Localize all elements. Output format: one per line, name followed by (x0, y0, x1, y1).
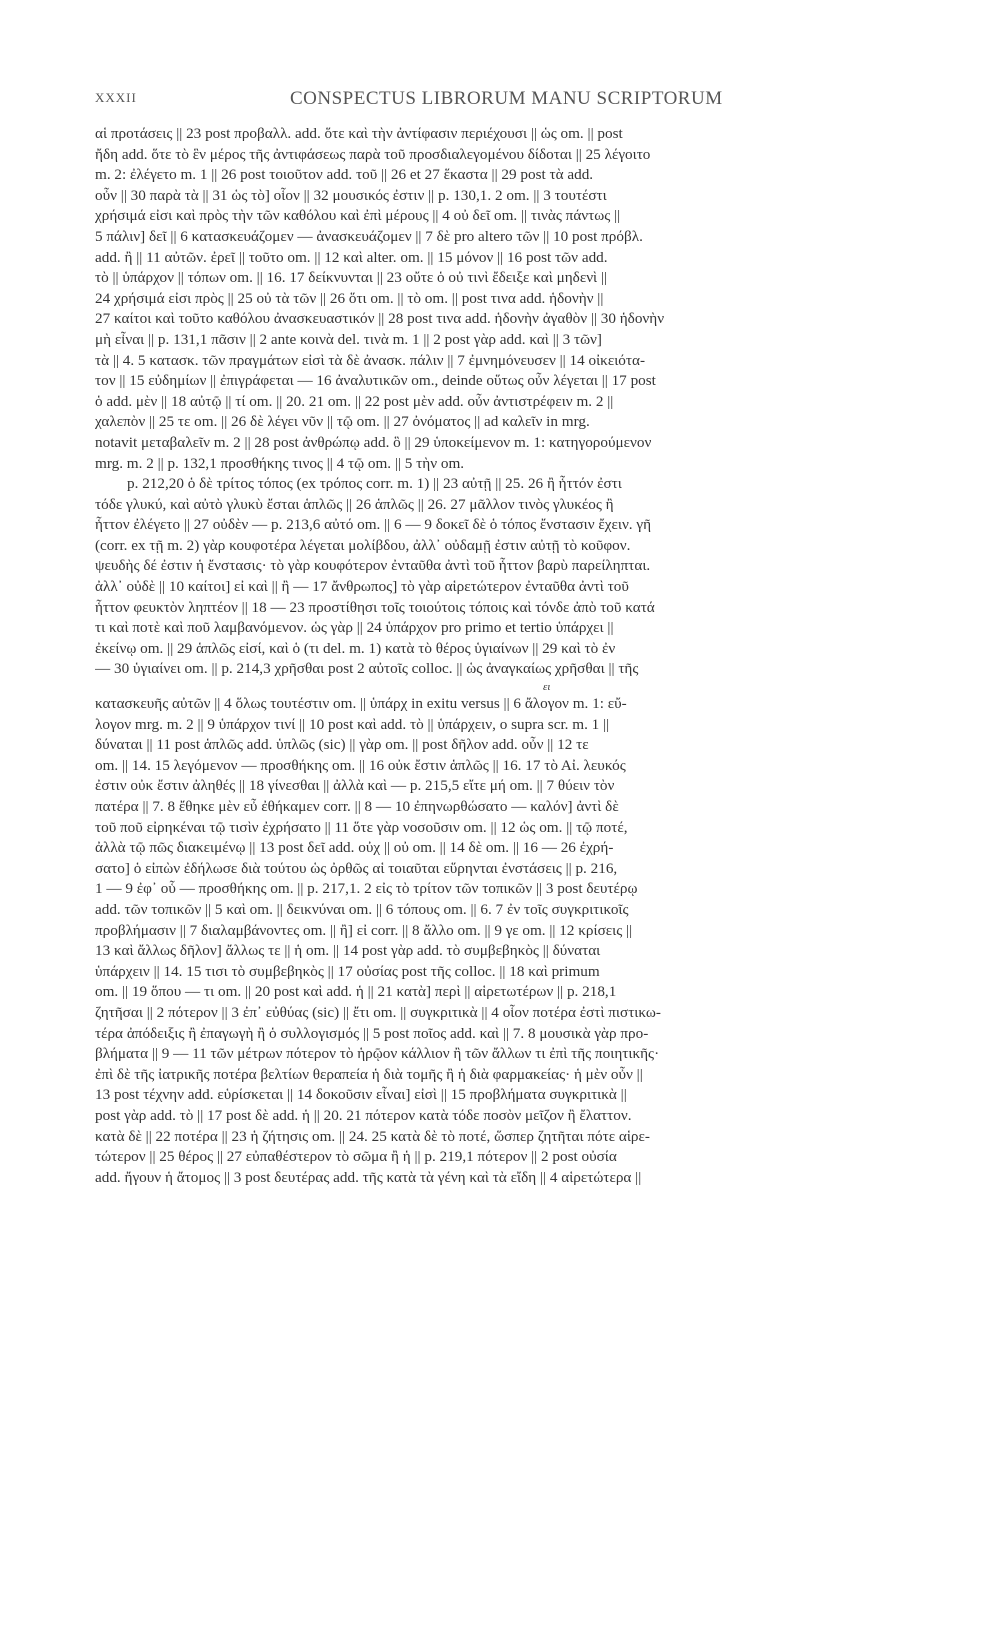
text-line: ἧττον φευκτὸν ληπτέον || 18 — 23 προστίθησι τοῖς τοιούτοις τόποις καὶ τόνδε ἀπὸ τοῦ κατά (95, 598, 655, 616)
text-line: κατὰ δὲ || 22 ποτέρα || 23 ἡ ζήτησις om. || 24. 25 κατὰ δὲ τὸ ποτέ, ὥσπερ ζητῆται πότε αἱρε- (95, 1127, 650, 1145)
text-line: 5 πάλιν] δεῖ || 6 κατασκευάζομεν — ἀνασκευάζομεν || 7 δὲ pro altero τῶν || 10 post πρόβλ. (95, 227, 643, 245)
text-line: ἧττον ἐλέγετο || 27 οὐδὲν — p. 213,6 αὐτό om. || 6 — 9 δοκεῖ δὲ ὁ τόπος ἔνστασιν ἔχειν. γῆ (95, 516, 652, 534)
text-line: post γὰρ add. τὸ || 17 post δὲ add. ἡ || 20. 21 πότερον κατὰ τόδε ποσὸν μεῖζον ἢ ἔλαττον. (95, 1106, 632, 1124)
running-title: CONSPECTUS LIBRORUM MANU SCRIPTORUM (290, 88, 723, 109)
text-line (95, 1229, 955, 1250)
page-header (95, 88, 770, 118)
text-line: 27 καίτοι καὶ τοῦτο καθόλου ἀνασκευαστικόν || 28 post τινα add. ἡδονὴν ἀγαθὸν || 30 ἡδονὴν (95, 310, 665, 328)
text-line: οὖν || 30 παρὰ τὰ || 31 ὡς τὸ] οἷον || 32 μουσικός ἐστιν || p. 130,1. 2 om. || 3 τουτέστι (95, 186, 607, 204)
text-line: ἤδη add. ὅτε τὸ ἓν μέρος τῆς ἀντιφάσεως παρὰ τοῦ προσδιαλεγομένου δίδοται || 25 λέγοιτο (95, 145, 651, 163)
text-line: ἐπὶ δὲ τῆς ἰατρικῆς ποτέρα βελτίων θεραπεία ἡ διὰ τομῆς ἢ ἡ διὰ φαρμακείας· ἡ μὲν οὖν || (95, 1065, 643, 1083)
text-line: 13 καὶ ἄλλως δῆλον] ἄλλως τε || ἡ om. || 14 post γὰρ add. τὸ συμβεβηκὸς || δύναται (95, 942, 601, 960)
text-line (95, 1188, 955, 1209)
text-line: χρήσιμά εἰσι καὶ πρὸς τὴν τῶν καθόλου καὶ ἐπὶ μέρους || 4 οὐ δεῖ om. || τινὰς πάντως || (95, 207, 621, 225)
text-line: om. || 14. 15 λεγόμενον — προσθήκης om. || 16 οὐκ ἔστιν ἁπλῶς || 16. 17 τὸ Αἰ. λευκός (95, 756, 626, 774)
text-line: τι καὶ ποτὲ καὶ ποῦ λαμβανόμενον. ὡς γὰρ || 24 ὑπάρχον pro primo et tertio ὑπάρχει || (95, 619, 614, 637)
text-line: τὸ || ὑπάρχον || τόπων om. || 16. 17 δείκνυνται || 23 οὔτε ὁ οὐ τινὶ ἔδειξε καὶ μηδενὶ || (95, 269, 608, 287)
text-line: add. ἤγουν ἡ ἄτομος || 3 post δευτέρας add. τῆς κατὰ τὰ γένη καὶ τὰ εἴδη || 4 αἱρετώτερα || (95, 1168, 642, 1186)
text-line: πατέρα || 7. 8 ἔθηκε μὲν εὖ ἐθήκαμεν corr. || 8 — 10 ἐπηνωρθώσατο — καλόν] ἀντὶ δὲ (95, 798, 619, 815)
superscript-correction: ει (543, 681, 551, 694)
text-line: ὑπάρχειν || 14. 15 τισι τὸ συμβεβηκὸς || 17 οὐσίας post τῆς colloc. || 18 καὶ primum (95, 962, 600, 980)
text-line: ψευδὴς δέ ἐστιν ἡ ἔνστασις· τὸ γὰρ κουφότερον ἐνταῦθα ἀντὶ τοῦ ἧττον βαρὺ παρείληπται. (95, 557, 651, 575)
text-line: m. 2: ἐλέγετο m. 1 || 26 post τοιοῦτον add. τοῦ || 26 et 27 ἕκαστα || 29 post τὰ add. (95, 166, 594, 184)
text-line: προβλήμασιν || 7 διαλαμβάνοντες om. || ἢ] εἰ corr. || 8 ἄλλο om. || 9 γε om. || 12 κρίσεις || (95, 921, 633, 939)
text-line: μὴ εἶναι || p. 131,1 πᾶσιν || 2 ante κοινὰ del. τινὰ m. 1 || 2 post γὰρ add. καὶ || 3 τῶν] (95, 330, 602, 348)
text-line: om. || 19 ὅπου — τι om. || 20 post καὶ add. ἡ || 21 κατὰ] περὶ || αἱρετωτέρων || p. 218,1 (95, 983, 617, 1001)
text-line: λογον mrg. m. 2 || 9 ὑπάρχον τινί || 10 post καὶ add. τὸ || ὑπάρχειν, ο supra scr. m. 1 || (95, 715, 610, 733)
text-line: χαλεπὸν || 25 τε om. || 26 δὲ λέγει νῦν || τῷ om. || 27 ὀνόματος || ad καλεῖν in mrg. (95, 413, 590, 431)
text-line: τον || 15 εὐδημίων || ἐπιγράφεται — 16 ἀναλυτικῶν om., deinde οὕτως οὖν λέγεται || 17 post (95, 372, 656, 390)
text-line: ἀλλὰ τῷ πῶς διακειμένῳ || 13 post δεῖ add. οὐχ || οὐ om. || 14 δὲ om. || 16 — 26 ἐχρή- (95, 839, 614, 857)
text-line: τοῦ ποῦ εἰρηκέναι τῷ τισὶν ἐχρήσατο || 11 ὅτε γὰρ νοσοῦσιν om. || 12 ὡς om. || τῷ ποτέ, (95, 818, 628, 836)
text-line: p. 212,20 ὁ δὲ τρίτος τόπος (ex τρόπος corr. m. 1) || 23 αὐτῇ || 25. 26 ἢ ἧττόν ἐστι (127, 475, 622, 493)
text-line: — 30 ὑγιαίνει om. || p. 214,3 χρῆσθαι post 2 αὐτοῖς colloc. || ὡς ἀναγκαίως χρῆσθαι || τῆς (95, 660, 639, 678)
text-line: δύναται || 11 post ἁπλῶς add. ὑπλῶς (sic) || γὰρ om. || post δῆλον add. οὖν || 12 τε (95, 736, 589, 754)
text-line: add. τῶν τοπικῶν || 5 καὶ om. || δεικνύναι om. || 6 τόπους om. || 6. 7 ἐν τοῖς συγκριτικοῖς (95, 900, 629, 918)
text-line: κατασκευῆς αὐτῶν || 4 ὅλως τουτέστιν om. || ὑπάρχ in exitu versus || 6 ἄλογον m. 1: εὔ- (95, 695, 627, 713)
text-line: ζητῆσαι || 2 πότερον || 3 ἐπ᾽ εὐθύας (sic) || ἔτι om. || συγκριτικὰ || 4 οἷον ποτέρα ἐστὶ πιστικω- (95, 1003, 661, 1021)
text-line: mrg. m. 2 || p. 132,1 προσθήκης τινος || 4 τῷ om. || 5 τὴν om. (95, 454, 465, 472)
text-line (95, 1209, 955, 1230)
text-line: τώτερον || 25 θέρος || 27 εὐπαθέστερον τὸ σῶμα ἢ ἡ || p. 219,1 πότερον || 2 post οὐσία (95, 1148, 617, 1166)
text-line: τὰ || 4. 5 κατασκ. τῶν πραγμάτων εἰσὶ τὰ δὲ ἀνασκ. πάλιν || 7 ἐμνημόνευσεν || 14 οἰκειότα- (95, 351, 646, 369)
text-line: ἀλλ᾽ οὐδὲ || 10 καίτοι] εἰ καὶ || ἢ — 17 ἄνθρωπος] τὸ γὰρ αἱρετώτερον ἐνταῦθα ἀντὶ τοῦ (95, 578, 629, 596)
text-line: 1 — 9 ἐφ᾽ οὗ — προσθήκης om. || p. 217,1. 2 εἰς τὸ τρίτον τῶν τοπικῶν || 3 post δευτέρῳ (95, 880, 638, 898)
text-line: 13 post τέχνην add. εὑρίσκεται || 14 δοκοῦσιν εἶναι] εἰσὶ || 15 προβλήματα συγκριτικὰ || (95, 1086, 627, 1104)
apparatus-text (95, 124, 955, 1271)
text-line: ἐκείνῳ om. || 29 ἁπλῶς εἰσί, καὶ ὁ (τι del. m. 1) κατὰ τὸ θέρος ὑγιαίνων || 29 καὶ τὸ ἐν (95, 639, 616, 657)
text-line: 24 χρήσιμά εἰσι πρὸς || 25 οὐ τὰ τῶν || 26 ὅτι om. || τὸ om. || post τινα add. ἡδονὴν || (95, 289, 604, 307)
text-line: add. ἢ || 11 αὐτῶν. ἐρεῖ || τοῦτο om. || 12 καὶ alter. om. || 15 μόνον || 16 post τῶν add. (95, 248, 608, 266)
page-number: XXXII (95, 90, 137, 105)
text-line: βλήματα || 9 — 11 τῶν μέτρων πότερον τὸ ἡρῷον κάλλιον ἢ τῶν ἄλλων τι ἐπὶ τῆς ποιητικῆς· (95, 1045, 660, 1063)
text-line: τέρα ἀπόδειξις ἢ ἐπαγωγὴ ἢ ὁ συλλογισμός || 5 post ποῖος add. καὶ || 7. 8 μουσικὰ γὰρ προ- (95, 1024, 649, 1042)
text-line: τόδε γλυκύ, καὶ αὐτὸ γλυκὺ ἔσται ἁπλῶς || 26 ἁπλῶς || 26. 27 μᾶλλον τινὸς γλυκέος ἢ (95, 495, 614, 513)
text-line: αἱ προτάσεις || 23 post προβαλλ. add. ὅτε καὶ τὴν ἀντίφασιν περιέχουσι || ὡς om. || post (95, 125, 623, 142)
text-line: (corr. ex τῇ m. 2) γὰρ κουφοτέρα λέγεται μολίβδου, ἀλλ᾽ οὐδαμῇ ἐστιν αὐτῇ τὸ κοῦφον. (95, 536, 631, 554)
text-line: ὁ add. μὲν || 18 αὐτῷ || τί om. || 20. 21 om. || 22 post μὲν add. οὖν ἀντιστρέφειν m. 2 || (95, 392, 614, 410)
text-line: σατο] ὁ εἰπὼν ἐδήλωσε διὰ τούτου ὡς ὀρθῶς αἱ τοιαῦται εὕρηνται ἐνστάσεις || p. 216, (95, 859, 618, 877)
text-line: notavit μεταβαλεῖν m. 2 || 28 post ἀνθρώπῳ add. ὃ || 29 ὑποκείμενον m. 1: κατηγορούμενον (95, 433, 652, 451)
text-line: ἐστιν οὐκ ἔστιν ἀληθές || 18 γίνεσθαι || ἀλλὰ καὶ — p. 215,5 εἴτε μή om. || 7 θύειν τὸν (95, 777, 615, 795)
text-line (95, 1250, 955, 1271)
